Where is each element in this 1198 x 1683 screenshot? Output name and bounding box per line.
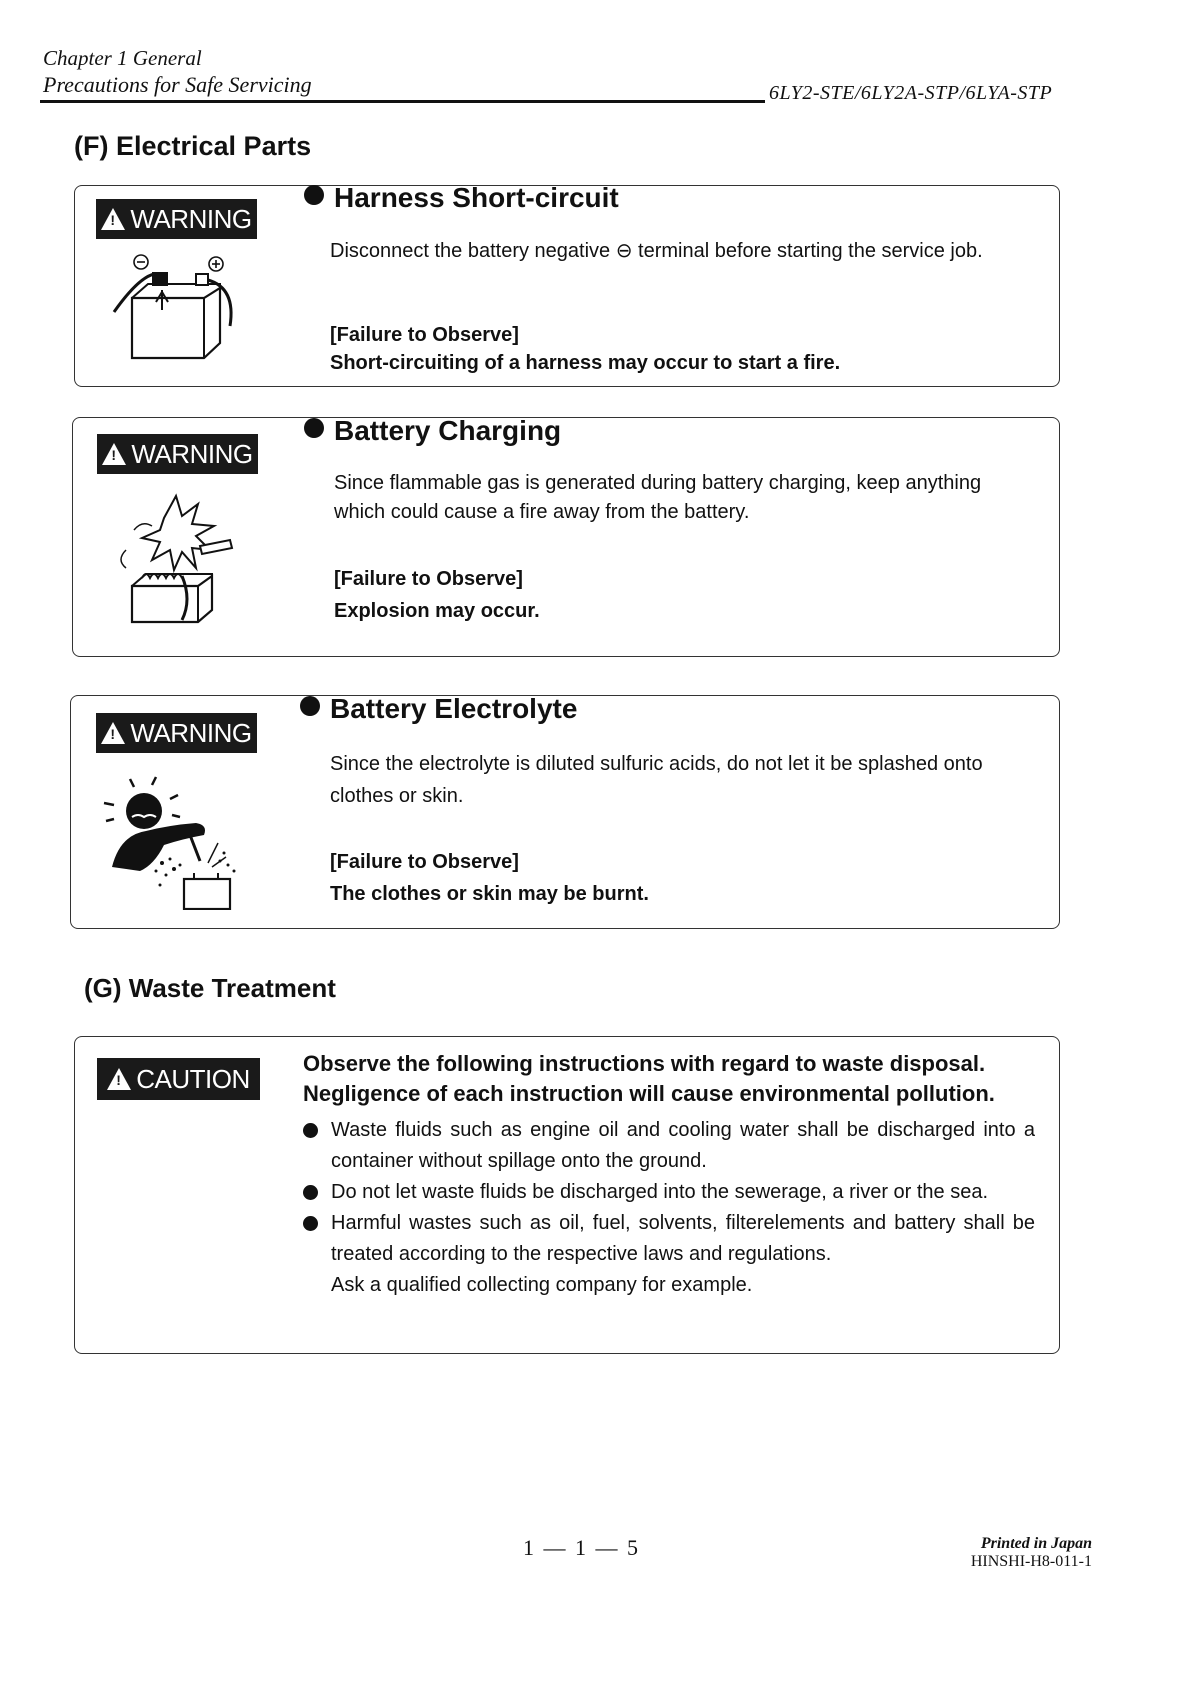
item-title-electrolyte: Battery Electrolyte: [300, 693, 577, 725]
bullet-dot: [303, 1123, 318, 1138]
list-item: Harmful wastes such as oil, fuel, solvents, filterelements and battery shall be treated according to the respective laws and regulations.: [303, 1208, 1035, 1270]
caution-badge: ! CAUTION: [97, 1058, 260, 1100]
failure-text: Explosion may occur.: [334, 600, 540, 622]
section-f-title: (F) Electrical Parts: [74, 131, 312, 161]
battery-spark-icon: [112, 490, 242, 625]
bullet-dot: [304, 185, 324, 205]
bullet-dot: [303, 1216, 318, 1231]
caution-heading: [303, 1049, 1043, 1109]
bullet-dot: [304, 418, 324, 438]
page-number: 1 — 1 — 5: [523, 1535, 640, 1560]
item-body-electrolyte: Since the electrolyte is diluted sulfuric acids, do not let it be splashed onto clothes or skin.: [330, 753, 983, 807]
item-body-charging: Since flammable gas is generated during battery charging, keep anything which could cause a fire away from the battery.: [334, 472, 982, 523]
section-label: Precautions for Safe Servicing: [43, 72, 312, 97]
failure-label: [Failure to Observe]: [330, 324, 519, 346]
warning-badge: ! WARNING: [97, 434, 258, 474]
header-rule: [40, 100, 765, 103]
bullet-dot: [303, 1185, 318, 1200]
failure-label: [Failure to Observe]: [330, 851, 519, 873]
waste-instruction-list: [303, 1115, 1035, 1301]
list-item: Do not let waste fluids be discharged into the sewerage, a river or the sea.: [303, 1177, 1035, 1208]
caution-heading-line-2: Negligence of each instruction will cause environmental pollution.: [303, 1081, 995, 1106]
warning-triangle-icon: [102, 443, 126, 465]
print-info: [971, 1535, 1092, 1571]
section-g-title: (G) Waste Treatment: [84, 973, 336, 1003]
printed-label: Printed in Japan: [980, 1535, 1092, 1552]
list-item: Waste fluids such as engine oil and cooling water shall be discharged into a container without spillage onto the ground.: [303, 1115, 1035, 1177]
battery-terminal-icon: [108, 248, 238, 368]
doc-code: HINSHI-H8-011-1: [970, 1553, 1092, 1570]
item-title-harness: Harness Short-circuit: [304, 182, 619, 214]
warning-badge: ! WARNING: [96, 199, 257, 239]
item-title-charging: Battery Charging: [304, 415, 561, 447]
warning-triangle-icon: [101, 208, 125, 230]
item-body-harness: Disconnect the battery negative ⊖ terminal before starting the service job.: [330, 240, 983, 262]
caution-heading-line-1: Observe the following instructions with regard to waste disposal.: [303, 1051, 986, 1076]
model-numbers: 6LY2-STE/6LY2A-STP/6LYA-STP: [769, 82, 1053, 104]
warning-triangle-icon: [101, 722, 125, 744]
failure-text: Short-circuiting of a harness may occur to start a fire.: [330, 352, 841, 374]
electrolyte-splash-icon: [100, 775, 260, 910]
failure-label: [Failure to Observe]: [334, 568, 523, 590]
failure-text: The clothes or skin may be burnt.: [330, 883, 649, 905]
bullet-dot: [300, 696, 320, 716]
list-item-continuation: Ask a qualified collecting company for example.: [331, 1274, 753, 1296]
chapter-label: Chapter 1 General: [43, 46, 202, 70]
warning-badge: ! WARNING: [96, 713, 257, 753]
caution-triangle-icon: [107, 1068, 131, 1090]
